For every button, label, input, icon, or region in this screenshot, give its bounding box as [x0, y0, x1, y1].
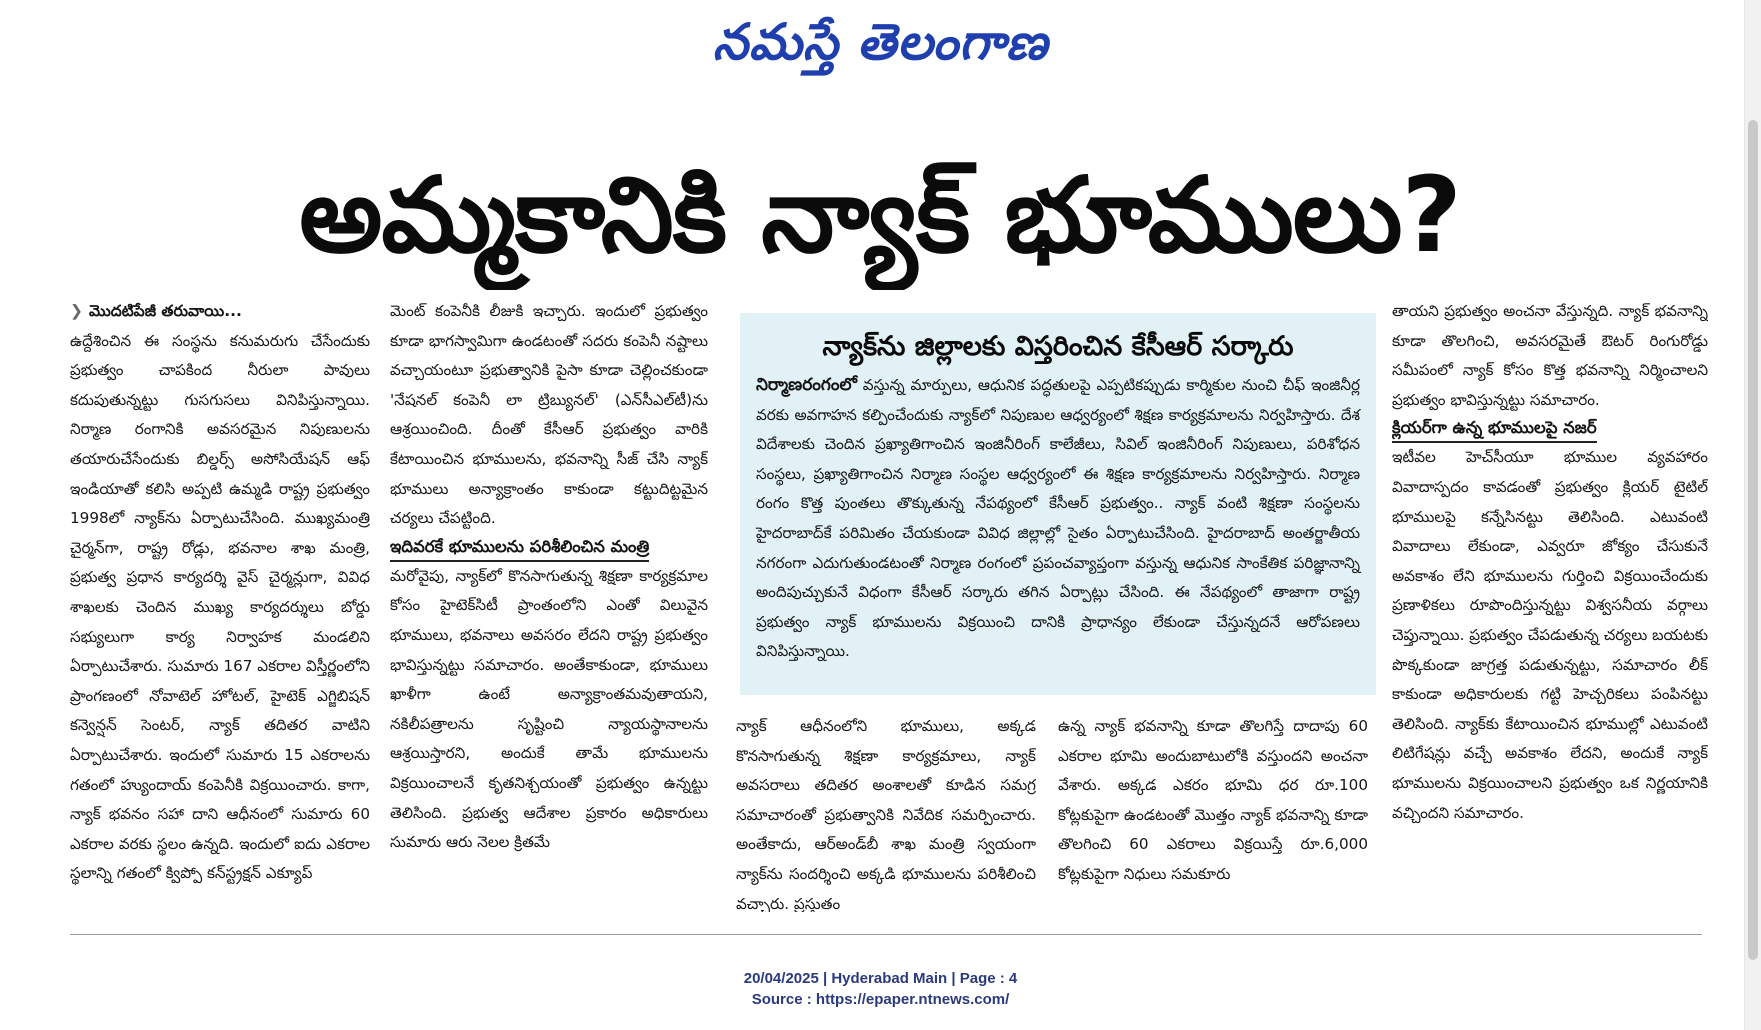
column-5: [1392, 297, 1708, 915]
column-4: [1058, 712, 1368, 912]
article-text: న్యాక్ ఆధీనంలోని భూములు, అక్కడ కొనసాగుతున్న శిక్షణా కార్యక్రమాలు, న్యాక్ అవసరాలు తదితర అంశాలతో కూడిన సమగ్ర సమాచారంతో ప్రభుత్వానికి నివేదిక సమర్పించారు. అంతేకాదు, ఆర్‌అండ్‌బీ శాఖ మంత్రి స్వయంగా న్యాక్‌ను సందర్శించి అక్కడి భూములను పరిశీలించి వచ్చారు. ప్రస్తుతం: [736, 717, 1036, 912]
continuation-kicker: [70, 297, 370, 327]
article-text: తాయని ప్రభుత్వం అంచనా వేస్తున్నది. న్యాక్ భవనాన్ని కూడా తొలగించి, అవసరమైతే ఔటర్ రింగురోడ్డు సమీపంలో న్యాక్ కోసం కొత్త భవనాన్ని నిర్మించాలని ప్రభుత్వం భావిస్తున్నట్టు సమాచారం.: [1392, 302, 1708, 409]
sidebar-box-body: [756, 371, 1360, 667]
article-text: ఉన్న న్యాక్ భవనాన్ని కూడా తొలగిస్తే దాదాపు 60 ఎకరాల భూమి అందుబాటులోకి వస్తుందని అంచనా వేశారు. అక్కడ ఎకరం భూమి ధర రూ.100 కోట్లకుపైగా ఉండటంతో మొత్తం న్యాక్ భవనాన్ని కూడా తొలగించి 60 ఎకరాలు విక్రయిస్తే రూ.6,000 కోట్లకుపైగా నిధులు సమకూరు: [1058, 717, 1368, 883]
edition-info: 20/04/2025 | Hyderabad Main | Page : 4: [743, 970, 1018, 987]
column-1: [70, 297, 370, 915]
article-text: మెంట్ కంపెనీకి లీజుకి ఇచ్చారు. ఇందులో ప్రభుత్వం కూడా భాగస్వామిగా ఉండటంతో సదరు కంపెనీ నష్టాలు వచ్చాయంటూ ప్రభుత్వానికి పైసా కూడా చెల్లించకుండా 'నేషనల్ కంపెనీ లా ట్రిబ్యునల్' (ఎన్‌సీఎల్‌టీ)ను ఆశ్రయించింది. దీంతో కేసీఆర్ ప్రభుత్వం వారికి కేటాయించిన భూములను, భవనాన్ని సీజ్ చేసి న్యాక్ భూములు అన్యాక్రాంతం కాకుండా కట్టుదిట్టమైన చర్యలు చేపట్టింది.: [390, 302, 708, 528]
article-text: మరోవైపు, న్యాక్‌లో కొనసాగుతున్న శిక్షణా కార్యక్రమాల కోసం హైటెక్‌సిటీ ప్రాంతంలోని ఎంతో విలువైన భూములు, భవనాలు అవసరం లేదని రాష్ట్ర ప్రభుత్వం భావిస్తున్నట్టు సమాచారం. అంతేకాకుండా, భూములు ఖాళీగా ఉంటే అన్యాక్రాంతమవుతాయని, నకిలీపత్రాలను సృష్టించి న్యాయస్థానాలను ఆశ్రయిస్తారని, అందుకే తామే భూములను విక్రయించాలనే కృతనిశ్చయంతో ప్రభుత్వం ఉన్నట్టు తెలిసింది. ప్రభుత్వ ఆదేశాల ప్రకారం అధికారులు సుమారు ఆరు నెలల క్రితమే: [390, 566, 708, 852]
sidebar-box: [740, 313, 1376, 695]
vertical-scrollbar[interactable]: [1744, 0, 1761, 1030]
article-text: ఉద్దేశించిన ఈ సంస్థను కనుమరుగు చేసేందుకు ప్రభుత్వం చాపకింద నీరులా పావులు కదుపుతున్నట్టు గుసగుసలు వినిపిస్తున్నాయి. నిర్మాణ రంగానికి అవసరమైన నిపుణులను తయారుచేసేందుకు బిల్డర్స్ అసోసియేషన్ ఆఫ్ ఇండియాతో కలిసి అప్పటి ఉమ్మడి రాష్ట్ర ప్రభుత్వం 1998లో న్యాక్‌ను ఏర్పాటుచేసింది. ముఖ్యమంత్రి చైర్మన్‌గా, రాష్ట్ర రోడ్లు, భవనాల శాఖ మంత్రి, ప్రభుత్వ ప్రధాన కార్యదర్శి వైస్ చైర్మన్లుగా, వివిధ శాఖలకు చెందిన ముఖ్య కార్యదర్శులు బోర్డు సభ్యులుగా కార్య నిర్వాహక మండలిని ఏర్పాటుచేశారు. సుమారు 167 ఎకరాల విస్తీర్ణంలోని ప్రాంగణంలో నోవాటెల్ హోటల్, హైటెక్ ఎగ్జిబిషన్ కన్వెన్షన్ సెంటర్, న్యాక్ తదితర వాటిని ఏర్పాటుచేశారు. ఇందులో సుమారు 15 ఎకరాలను గతంలో హ్యుందాయ్ కంపెనీకి విక్రయించారు. కాగా, న్యాక్ భవనం సహా దాని ఆధీనంలో సుమారు 60 ఎకరాల వరకు స్థలం ఉన్నది. ఇందులో ఐదు ఎకరాల స్థలాన్ని గతంలో క్విప్పో కన్‌స్ట్రక్షన్ ఎక్యూప్: [70, 331, 370, 883]
chevron-right-icon: ❯: [70, 302, 83, 320]
sidebar-box-text: వస్తున్న మార్పులు, ఆధునిక పద్ధతులపై ఎప్పటికప్పుడు కార్మికుల నుంచి చీఫ్ ఇంజినీర్ల వరకు అవగాహన కల్పించేందుకు న్యాక్‌లో నిపుణుల ఆధ్వర్యంలో శిక్షణ కార్యక్రమాలను నిర్వహిస్తారు. దేశ విదేశాలకు చెందిన ప్రఖ్యాతిగాంచిన ఇంజినీరింగ్ కాలేజీలు, సివిల్ ఇంజినీరింగ్ నిపుణులు, పరిశోధన సంస్థలు, ప్రఖ్యాతిగాంచిన నిర్మాణ సంస్థల ఆధ్వర్యంలో ఈ శిక్షణ కార్యక్రమాలను నిర్వహిస్తారు. నిర్మాణ రంగం కొత్త పుంతలు తొక్కుతున్న నేపథ్యంలో కేసీఆర్ ప్రభుత్వం.. న్యాక్ వంటి శిక్షణా సంస్థలను హైదరాబాద్‌కే పరిమితం చేయకుండా వివిధ జిల్లాల్లో సైతం ఏర్పాటుచేసింది. హైదరాబాద్ అంతర్జాతీయ నగరంగా ఎదుగుతుండటంతో నిర్మాణ రంగంలో ప్రపంచవ్యాప్తంగా వస్తున్న ఆధునిక సాంకేతిక పరిజ్ఞానాన్ని అందిపుచ్చుకునే విధంగా కేసీఆర్ సర్కారు తగిన ఏర్పాట్లు చేసింది. ఈ నేపథ్యంలో తాజాగా రాష్ట్ర ప్రభుత్వం న్యాక్ భూములను విక్రయించి దానికి ప్రాధాన్యం లేకుండా చేస్తున్నదనే ఆరోపణలు వినిపిస్తున్నాయి.: [756, 376, 1360, 661]
scrollbar-thumb[interactable]: [1748, 120, 1758, 960]
masthead-logo: నమస్తే తెలంగాణ: [712, 13, 1049, 71]
footer-divider: [70, 934, 1702, 935]
column-3: [736, 712, 1036, 912]
column-2: [390, 297, 708, 915]
sidebar-box-lead: నిర్మాణరంగంలో: [756, 375, 857, 395]
source-link[interactable]: Source : https://epaper.ntnews.com/: [751, 991, 1010, 1008]
kicker-text: మొదటిపేజీ తరువాయి...: [89, 302, 242, 320]
section-subhead: [390, 534, 708, 562]
page-headline: అమ్మకానికి న్యాక్ భూములు?: [299, 154, 1461, 276]
section-subhead: [1392, 415, 1708, 443]
sidebar-box-title: న్యాక్‌ను జిల్లాలకు విస్తరించిన కేసీఆర్ సర్కారు: [822, 331, 1294, 362]
subhead-text: ఇదివరకే భూములను పరిశీలించిన మంత్రి: [390, 534, 649, 562]
article-text: ఇటీవల హెచ్‌సీయూ భూముల వ్యవహారం వివాదాస్పదం కావడంతో ప్రభుత్వం క్లియర్ టైటిల్ భూములపై కన్నేసినట్టు తెలిసింది. ఎటువంటి వివాదాలు లేకుండా, ఎవ్వరూ జోక్యం చేసుకునే అవకాశం లేని భూములను గుర్తించి విక్రయించేందుకు ప్రణాళికలు రూపొందిస్తున్నట్టు విశ్వసనీయ వర్గాలు చెప్తున్నాయి. ప్రభుత్వం చేపడుతున్న చర్యలు బయటకు పొక్కకుండా జాగ్రత్త పడుతున్నట్టు, సమాచారం లీక్ కాకుండా అధికారులకు గట్టి హెచ్చరికలు పంపినట్టు తెలిసింది. న్యాక్‌కు కేటాయించిన భూముల్లో ఎటువంటి లిటిగేషన్లు వచ్చే అవకాశం లేదని, అందుకే న్యాక్ భూములను విక్రయించాలని ప్రభుత్వం ఒక నిర్ణయానికి వచ్చిందని సమాచారం.: [1392, 448, 1708, 822]
subhead-text: క్లియర్‌గా ఉన్న భూములపై నజర్: [1392, 415, 1597, 443]
